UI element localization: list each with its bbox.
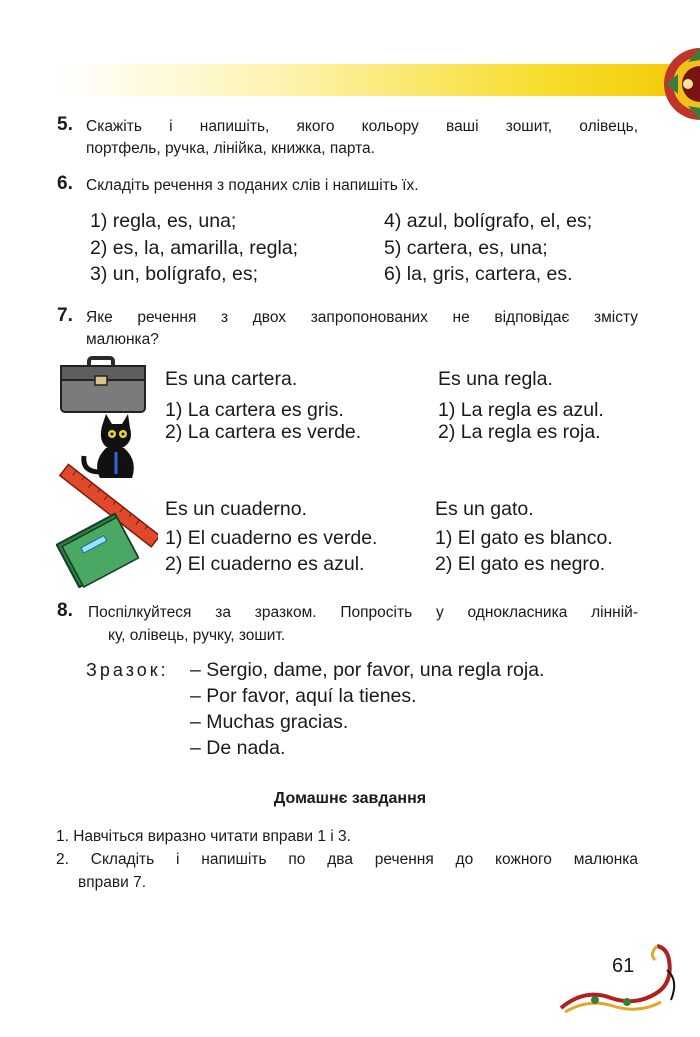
header-gradient-bar [55, 64, 700, 96]
dialogue-line: – Sergio, dame, por favor, una regla roja. [190, 659, 545, 681]
exercise-6-item: 1) regla, es, una; [90, 210, 237, 232]
dialogue-line: – De nada. [190, 737, 286, 759]
exercise-8-number: 8. [57, 600, 73, 621]
exercise-7-option: 1) La regla es azul. [438, 399, 604, 421]
decorative-ornament-icon [555, 940, 685, 1020]
exercise-7-heading: Es una cartera. [165, 368, 298, 390]
exercise-7-option: 2) El cuaderno es azul. [165, 553, 365, 575]
exercise-7-option: 1) El cuaderno es verde. [165, 527, 378, 549]
notebook-illustration-icon [56, 512, 140, 588]
sample-label: Зразок: [86, 660, 169, 680]
homework-title: Домашнє завдання [273, 790, 427, 807]
decorative-ornament-icon [658, 42, 700, 126]
page-number: 61 [612, 955, 635, 977]
exercise-6-item: 6) la, gris, cartera, es. [384, 263, 573, 285]
exercise-5-instruction-line2: портфель, ручка, лінійка, книжка, парта. [86, 140, 375, 157]
exercise-7-heading: Es un cuaderno. [165, 498, 308, 520]
homework-item-2-line2: вправи 7. [78, 874, 146, 891]
exercise-6-item: 2) es, la, amarilla, regla; [90, 237, 299, 259]
exercise-8-instruction-line2: ку, олівець, ручку, зошит. [108, 627, 286, 644]
exercise-5-instruction-line1: Скажіть і напишіть, якого кольору ваші зошит, олівець, [86, 118, 638, 135]
exercise-6-item: 5) cartera, es, una; [384, 237, 548, 259]
exercise-7-heading: Es una regla. [438, 368, 553, 390]
exercise-5-number: 5. [57, 114, 73, 135]
exercise-8-instruction-line1: Поспілкуйтеся за зразком. Попросіть у однокласника лінній- [88, 604, 638, 621]
exercise-7-instruction-line1: Яке речення з двох запропонованих не відповідає змісту [86, 309, 638, 326]
exercise-7-option: 2) La regla es roja. [438, 421, 601, 443]
exercise-6-item: 4) azul, bolígrafo, el, es; [384, 210, 593, 232]
dialogue-line: – Por favor, aquí la tienes. [190, 685, 417, 707]
homework-item-2-line1: 2. Складіть і напишіть по два речення до кожного малюнка [56, 851, 638, 868]
exercise-7-option: 2) El gato es negro. [435, 553, 606, 575]
exercise-7-option: 1) El gato es blanco. [435, 527, 613, 549]
exercise-7-instruction-line2: малюнка? [86, 331, 159, 348]
exercise-7-option: 1) La cartera es gris. [165, 399, 344, 421]
exercise-7-number: 7. [57, 305, 73, 326]
exercise-7-option: 2) La cartera es verde. [165, 421, 362, 443]
exercise-6-instruction: Складіть речення з поданих слів і напишіть їх. [86, 177, 419, 194]
exercise-7-heading: Es un gato. [435, 498, 534, 520]
homework-item-1: 1. Навчіться виразно читати вправи 1 і 3. [56, 828, 351, 845]
exercise-6-number: 6. [57, 173, 73, 194]
exercise-6-item: 3) un, bolígrafo, es; [90, 263, 259, 285]
briefcase-illustration-icon [55, 356, 155, 416]
dialogue-line: – Muchas gracias. [190, 711, 349, 733]
